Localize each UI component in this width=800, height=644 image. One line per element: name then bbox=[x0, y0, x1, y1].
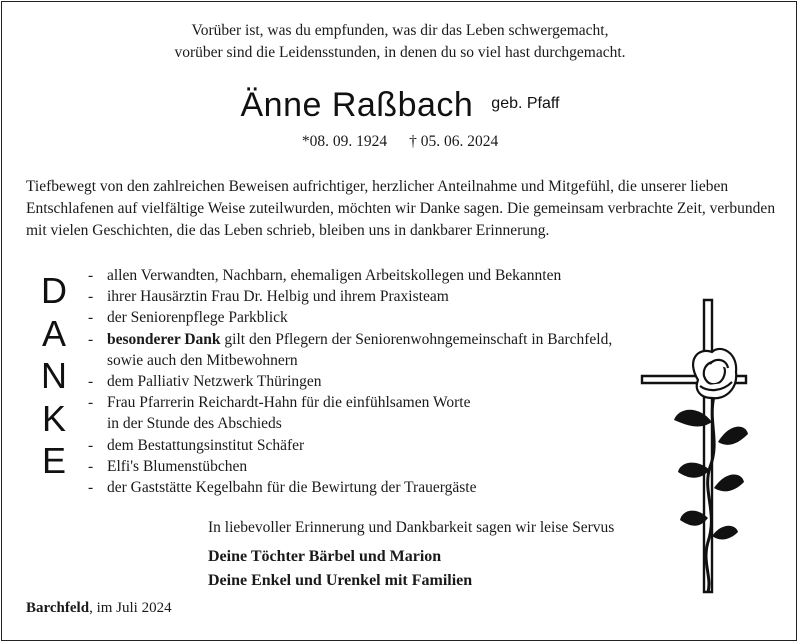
life-dates bbox=[0, 133, 800, 151]
list-item bbox=[88, 329, 688, 371]
list-dash: - bbox=[88, 373, 94, 391]
danke-letter: A bbox=[41, 312, 66, 354]
list-item-text: Frau Pfarrerin Reichardt-Hahn für die einfühlsamen Worte bbox=[107, 394, 471, 412]
list-item-text: der Gaststätte Kegelbahn für die Bewirtung der Trauergäste bbox=[107, 479, 477, 497]
list-item bbox=[88, 307, 688, 328]
intro-paragraph: Tiefbewegt von den zahlreichen Beweisen aufrichtiger, herzlicher Anteilnahme und Mitgefühl, die unserer lieben Entschlafenen auf vielfältige Weise zuteilwurden, möchten wir Danke sagen. Die gemeinsam verbrachte Zeit, verbunden mit vielen Geschichten, die das Leben schrieb, bleiben uns in dankbarer Erinnerung. bbox=[26, 178, 776, 239]
list-dash: - bbox=[88, 457, 94, 475]
birth-name: geb. Pfaff bbox=[491, 95, 560, 112]
danke-vertical-word bbox=[36, 270, 72, 483]
list-item-text: allen Verwandten, Nachbarn, ehemaligen Arbeitskollegen und Bekannten bbox=[107, 267, 562, 284]
list-dash: - bbox=[88, 267, 94, 284]
danke-letter: N bbox=[41, 355, 67, 396]
closing-line: In liebevoller Erinnerung und Dankbarkeit sagen wir leise Servus bbox=[208, 519, 615, 536]
list-item bbox=[88, 456, 688, 477]
list-dash: - bbox=[88, 436, 94, 454]
list-item-continuation: sowie auch den Mitbewohnern bbox=[107, 351, 298, 369]
list-dash: - bbox=[88, 309, 94, 327]
danke-letter: E bbox=[41, 440, 66, 481]
list-item bbox=[88, 477, 688, 498]
deceased-name: Änne Raßbach bbox=[240, 86, 474, 124]
deceased-name-block bbox=[0, 86, 800, 125]
list-item-text: ihrer Hausärztin Frau Dr. Helbig und ihrem Praxisteam bbox=[107, 288, 449, 306]
place-date-text: , im Juli 2024 bbox=[89, 600, 172, 616]
list-item-text: dem Bestattungsinstitut Schäfer bbox=[107, 436, 305, 454]
list-dash: - bbox=[88, 288, 94, 306]
list-item-text: dem Palliativ Netzwerk Thüringen bbox=[107, 373, 322, 391]
list-item-text: gilt den Pflegern der Seniorenwohngemeinschaft in Barchfeld, bbox=[220, 330, 613, 348]
place-town: Barchfeld bbox=[26, 600, 90, 616]
list-item-text: der Seniorenpflege Parkblick bbox=[107, 309, 288, 327]
place-date bbox=[26, 600, 172, 617]
list-dash: - bbox=[88, 394, 94, 412]
list-item bbox=[88, 371, 688, 392]
cross-with-rose-icon bbox=[638, 292, 748, 602]
poem-line-1: Vorüber ist, was du empfunden, was dir das Leben schwergemacht, bbox=[191, 22, 609, 39]
list-item bbox=[88, 286, 688, 307]
list-item-emphasis: besonderer Dank bbox=[107, 330, 221, 348]
list-item-continuation: in der Stunde des Abschieds bbox=[107, 415, 282, 433]
list-item bbox=[88, 392, 688, 434]
poem-line-2: vorüber sind die Leidensstunden, in denen du so viel hast durchgemacht. bbox=[174, 44, 626, 61]
danke-letter: K bbox=[41, 397, 66, 439]
list-item bbox=[88, 265, 688, 286]
thanks-list bbox=[88, 265, 688, 498]
danke-letter: D bbox=[41, 270, 67, 311]
birth-date: *08. 09. 1924 bbox=[301, 133, 388, 150]
list-item-text: Elfi's Blumenstübchen bbox=[107, 457, 248, 475]
signature-daughters: Deine Töchter Bärbel und Marion bbox=[208, 548, 442, 565]
death-date: † 05. 06. 2024 bbox=[409, 133, 499, 150]
list-dash: - bbox=[88, 330, 94, 348]
signature-grandchildren: Deine Enkel und Urenkel mit Familien bbox=[208, 572, 473, 589]
list-dash: - bbox=[88, 479, 94, 497]
list-item bbox=[88, 435, 688, 456]
